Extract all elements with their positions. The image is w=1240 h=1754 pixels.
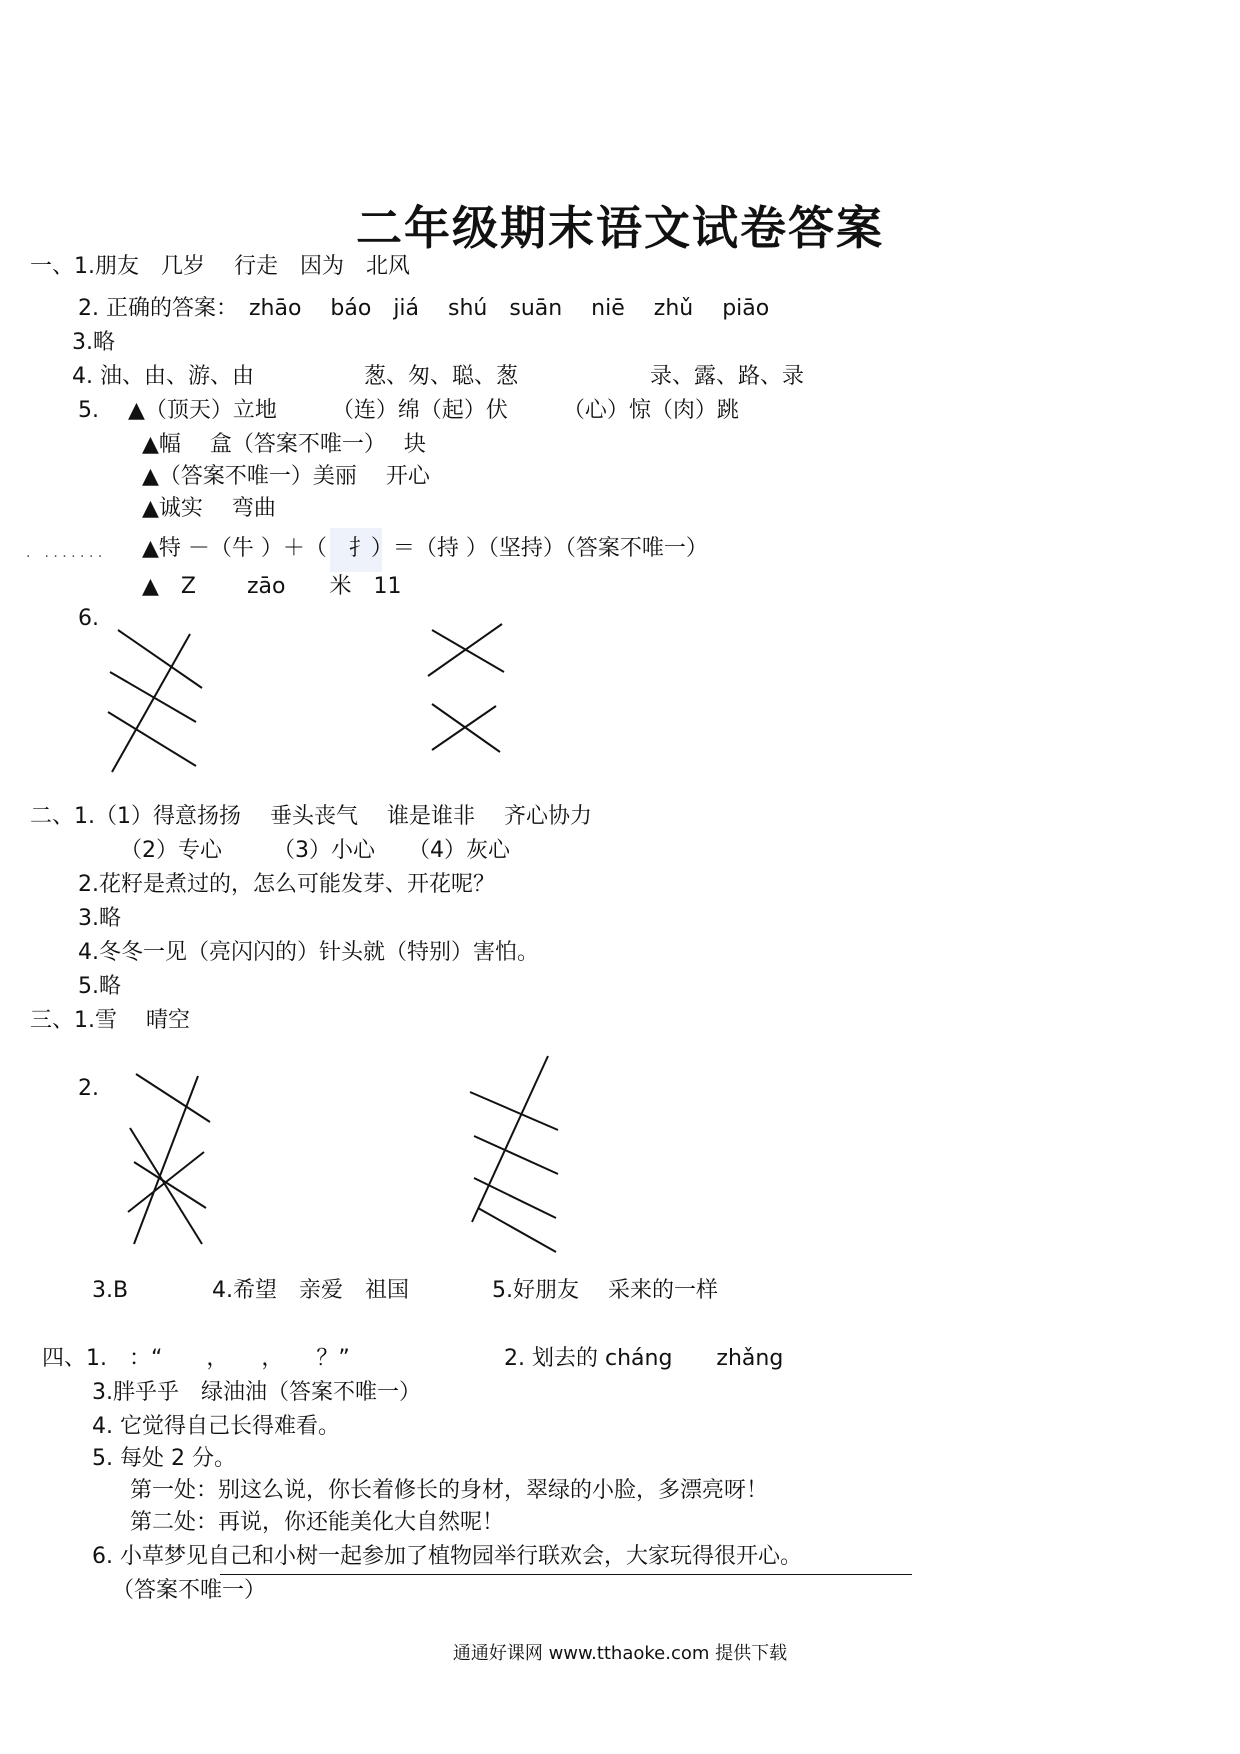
s4-line6: 第二处：再说，你还能美化大自然呢！ xyxy=(130,1510,505,1535)
s1-line4: 4. 油、由、游、由 葱、匆、聪、葱 录、露、路、录 xyxy=(72,364,804,389)
s2-line5: 4.冬冬一见（亮闪闪的）针头就（特别）害怕。 xyxy=(78,940,539,965)
s2-line2: （2）专心 （3）小心 （4）灰心 xyxy=(120,838,510,863)
s3-line3b: 4.希望 亲爱 祖国 xyxy=(212,1278,409,1303)
s4-line2: 3.胖乎乎 绿油油（答案不唯一） xyxy=(92,1380,421,1405)
s1-line10: ▲ Z zāo 米 11 xyxy=(142,574,402,599)
s1-line9: ▲特 －（牛 ）＋（ 扌）＝（持 ）（坚持）（答案不唯一） xyxy=(142,536,708,561)
s4-line5: 第一处：别这么说，你长着修长的身材，翠绿的小脸，多漂亮呀！ xyxy=(130,1478,769,1503)
s1-dots: . . . . . . . . xyxy=(26,545,103,561)
s4-line7: 6. 小草梦见自己和小树一起参加了植物园举行联欢会，大家玩得很开心。 xyxy=(92,1544,802,1569)
s4-line1b: 2. 划去的 cháng zhǎng xyxy=(504,1346,784,1371)
s2-line4: 3.略 xyxy=(78,906,121,931)
page-title: 二年级期末语文试卷答案 xyxy=(356,201,884,255)
s1-line1: 一、1.朋友 几岁 行走 因为 北风 xyxy=(30,254,410,279)
s1-line5: 5. ▲（顶天）立地 （连）绵（起）伏 （心）惊（肉）跳 xyxy=(78,398,739,423)
s2-line6: 5.略 xyxy=(78,974,121,999)
figure-s3-right xyxy=(470,1056,558,1252)
s1-line3: 3.略 xyxy=(72,330,115,355)
s1-line2: 2. 正确的答案： zhāo báo jiá shú suān niē zhǔ piāo xyxy=(78,296,770,321)
s1-line8: ▲诚实 弯曲 xyxy=(142,496,276,521)
s4-line3: 4. 它觉得自己长得难看。 xyxy=(92,1414,340,1439)
figure-s1-left xyxy=(108,630,202,772)
s1-line11: 6. xyxy=(78,606,99,631)
s3-line3c: 5.好朋友 采来的一样 xyxy=(492,1278,718,1303)
s4-line4: 5. 每处 2 分。 xyxy=(92,1446,236,1471)
figure-s3-left xyxy=(128,1074,210,1244)
figure-s1-right xyxy=(428,624,504,752)
s4-line8: （答案不唯一） xyxy=(112,1578,267,1603)
s3-line2: 2. xyxy=(78,1076,99,1101)
s2-line3: 2.花籽是煮过的，怎么可能发芽、开花呢？ xyxy=(78,872,495,897)
s3-line1: 三、1.雪 晴空 xyxy=(30,1008,190,1033)
footer-source: 通通好课网 www.tthaoke.com 提供下载 xyxy=(452,1643,788,1664)
s1-line6: ▲幅 盒（答案不唯一） 块 xyxy=(142,432,426,457)
s4-line1: 四、1. ：“ ， ， ？” xyxy=(42,1346,350,1371)
s2-line1: 二、1.（1）得意扬扬 垂头丧气 谁是谁非 齐心协力 xyxy=(30,804,592,829)
s1-line7: ▲（答案不唯一）美丽 开心 xyxy=(142,464,430,489)
s3-line3a: 3.B xyxy=(92,1278,129,1303)
